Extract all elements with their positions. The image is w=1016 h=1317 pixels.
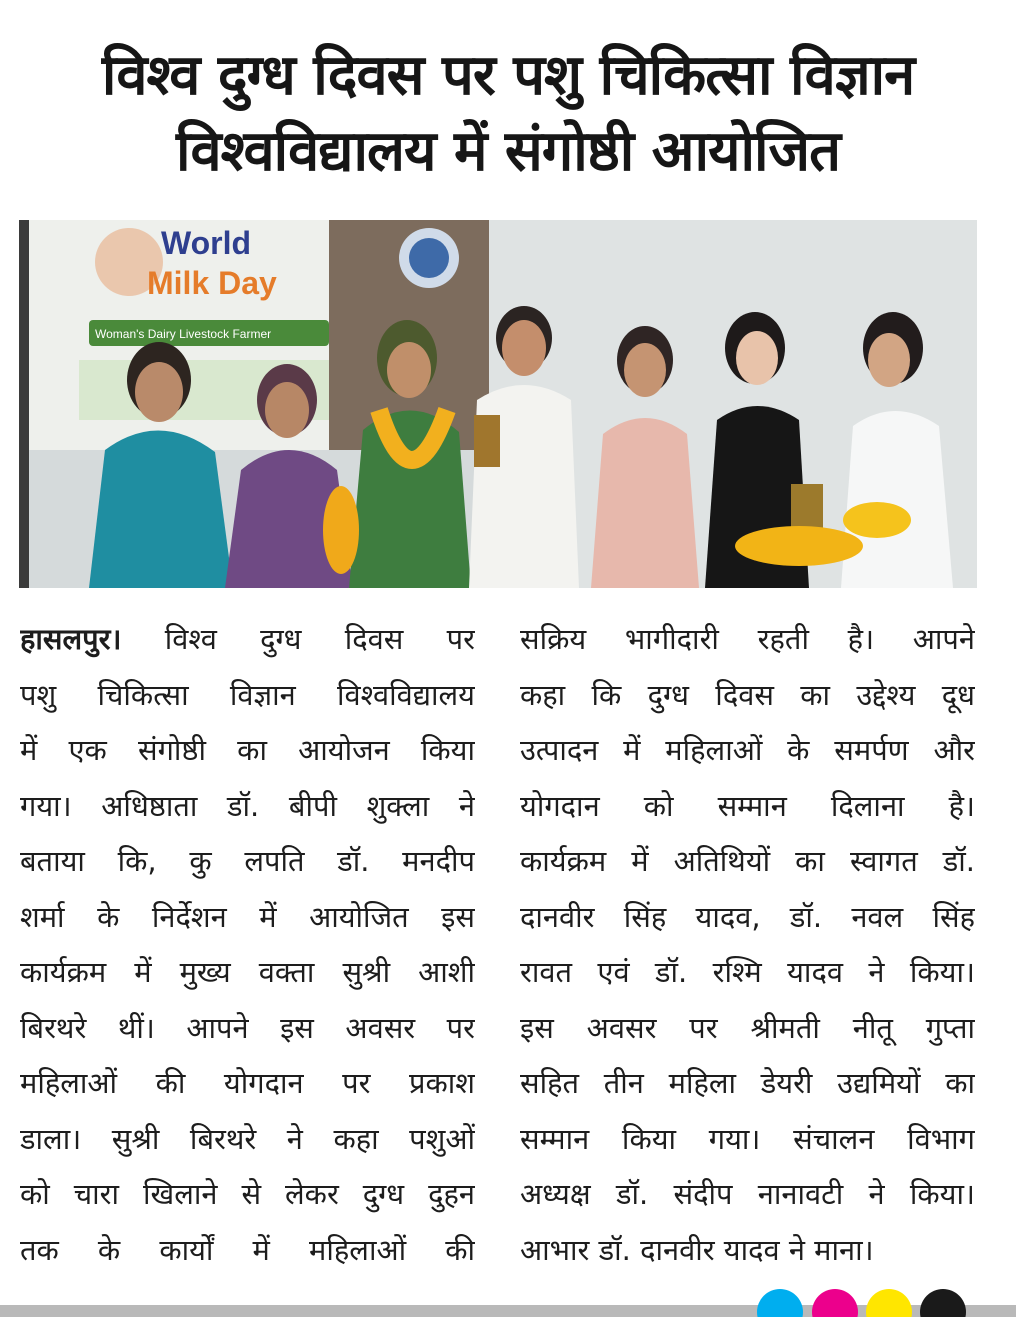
article-line: अध्यक्ष डॉ. संदीप नानावटी ने किया। [520, 1177, 975, 1211]
article-line: सक्रिय भागीदारी रहती है। आपने [520, 622, 975, 656]
article-line: योगदान को सम्मान दिलाना है। [520, 788, 975, 823]
article-line: कार्यक्रम में अतिथियों का स्वागत डॉ. [520, 844, 975, 878]
registration-mark-magenta [812, 1289, 858, 1317]
registration-mark-cyan [757, 1289, 803, 1317]
banner-title-line-2: Milk Day [147, 265, 277, 301]
article-line: में एक संगोष्ठी का आयोजन किया [20, 733, 475, 767]
news-photo [19, 220, 977, 588]
registration-mark-yellow [866, 1289, 912, 1317]
banner-strip-text: Woman's Dairy Livestock Farmer [95, 327, 272, 341]
article-line: दानवीर सिंह यादव, डॉ. नवल सिंह [520, 899, 975, 934]
registration-mark-black [920, 1289, 966, 1317]
article-line: इस अवसर पर श्रीमती नीतू गुप्ता [520, 1010, 975, 1045]
dateline: हासलपुर। [20, 622, 122, 656]
article-line: कार्यक्रम में मुख्य वक्ता सुश्री आशी [20, 955, 475, 989]
headline-line-2: विश्वविद्यालय में संगोष्ठी आयोजित [176, 119, 840, 184]
article-headline [0, 38, 1016, 190]
article-line: आभार डॉ. दानवीर यादव ने माना। [520, 1232, 874, 1267]
banner-title-line-1: World [161, 225, 252, 261]
article-line: डाला। सुश्री बिरथरे ने कहा पशुओं [20, 1121, 475, 1156]
article-line: महिलाओं की योगदान पर प्रकाश [20, 1066, 475, 1100]
article-line: गया। अधिष्ठाता डॉ. बीपी शुक्ला ने [20, 788, 475, 823]
article-line-text: विश्व दुग्ध दिवस पर [164, 622, 475, 656]
article-line [20, 612, 475, 668]
article-line: कहा कि दुग्ध दिवस का उद्देश्य दूध [520, 677, 975, 712]
article-line: सम्मान किया गया। संचालन विभाग [520, 1121, 975, 1156]
article-column-right [520, 612, 975, 1278]
article-line: शर्मा के निर्देशन में आयोजित इस [20, 899, 475, 934]
article-line: सहित तीन महिला डेयरी उद्यमियों का [520, 1066, 975, 1100]
article-line: बताया कि, कु लपति डॉ. मनदीप [20, 844, 475, 878]
article-line: बिरथरे थीं। आपने इस अवसर पर [20, 1010, 475, 1045]
bottom-rule [0, 1305, 1016, 1317]
article-line: को चारा खिलाने से लेकर दुग्ध दुहन [20, 1177, 475, 1211]
article-line: तक के कार्यों में महिलाओं की [20, 1232, 475, 1267]
article-column-left [20, 612, 475, 1278]
article-line: उत्पादन में महिलाओं के समर्पण और [520, 733, 975, 767]
article-line: रावत एवं डॉ. रश्मि यादव ने किया। [520, 955, 975, 989]
headline-line-1: विश्व दुग्ध दिवस पर पशु चिकित्सा विज्ञान [101, 43, 915, 108]
article-line: पशु चिकित्सा विज्ञान विश्वविद्यालय [20, 677, 475, 712]
